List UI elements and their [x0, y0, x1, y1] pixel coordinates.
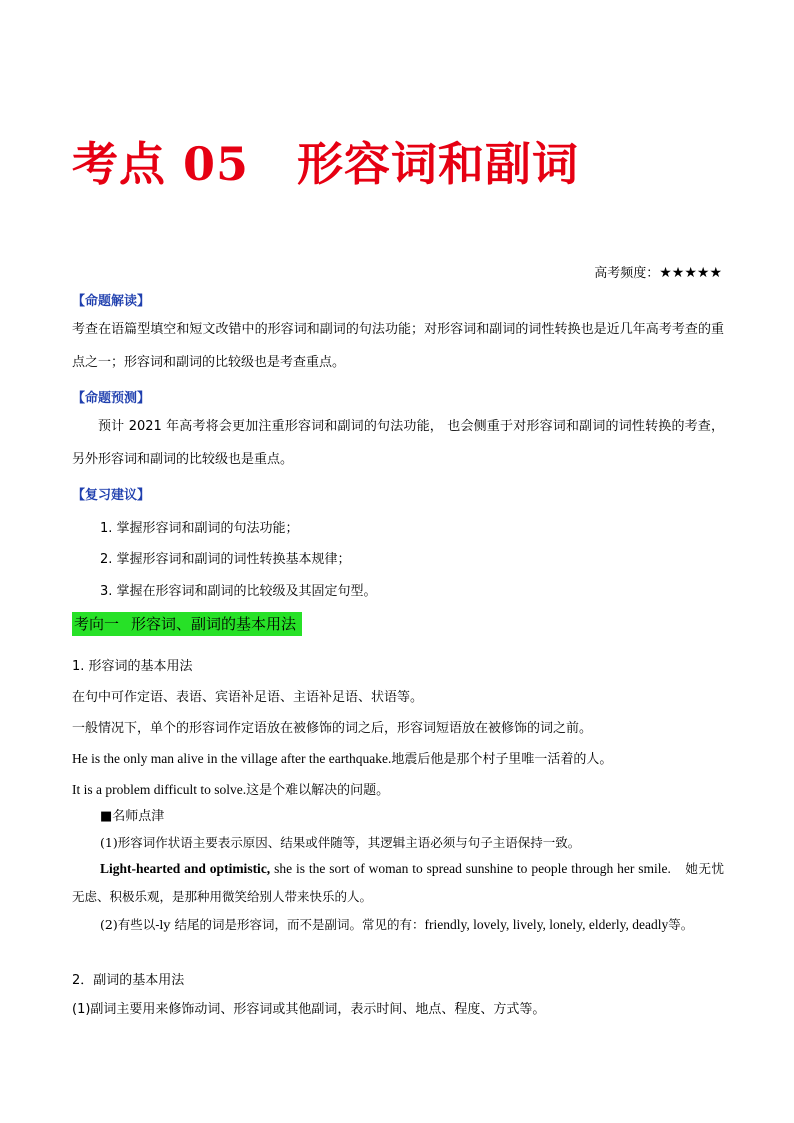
tip-text: (1)形容词作状语主要表示原因、结果或伴随等，其逻辑主语必须与句子主语保持一致。: [100, 835, 581, 850]
section-heading: 【命题解读】: [72, 294, 151, 309]
list-item: 1. 掌握形容词和副词的句法功能；: [100, 521, 299, 536]
tip2-chinese: (2)有些以-ly 结尾的词是形容词，而不是副词。常见的有：: [100, 917, 425, 932]
tip-example-chinese-cont: 无忧无虑、积极乐观，是那种用微笑给别人带来快乐的人。: [72, 861, 724, 904]
example-chinese: 这是个难以解决的问题。: [246, 783, 390, 798]
topic-banner: [72, 612, 302, 636]
tip2-end: 等。: [668, 917, 694, 932]
tip-example-chinese: 她: [684, 861, 699, 876]
tip2-english: friendly, lovely, lively, lonely, elderly, deadly: [424, 917, 669, 932]
paragraph: (1)副词主要用来修饰动词、形容词或其他副词，表示时间、地点、程度、方式等。: [72, 1002, 546, 1017]
frequency-rating: [594, 262, 722, 281]
tip-example-bold: Light-hearted and optimistic,: [100, 861, 271, 876]
example-sentence: [72, 748, 612, 767]
page-title: [72, 128, 579, 194]
title-name: 形容词和副词: [297, 137, 580, 191]
section-interpretation: [72, 290, 724, 379]
paragraph: 一般情况下，单个的形容词作定语放在被修饰的词之后，形容词短语放在被修饰的词之前。: [72, 721, 593, 736]
section-advice: [72, 484, 724, 503]
tip-example: [72, 855, 724, 911]
banner-label: 考向一: [74, 615, 120, 633]
example-english: It is a problem difficult to solve.: [72, 782, 247, 797]
tip-heading: ■名师点津: [100, 809, 165, 824]
example-chinese: 地震后他是那个村子里唯一活着的人。: [391, 752, 613, 767]
section-heading: 【命题预测】: [72, 391, 151, 406]
paragraph: 在句中可作定语、表语、宾语补足语、主语补足语、状语等。: [72, 690, 424, 705]
banner-title: 形容词、副词的基本用法: [131, 615, 297, 633]
subheading: 1. 形容词的基本用法: [72, 659, 193, 674]
tip-text: [72, 911, 724, 939]
tip-example-english: she is the sort of woman to spread sunshine to people through her smile.: [270, 861, 671, 876]
title-code: 考点 05: [72, 137, 250, 191]
star-rating-icon: ★★★★★: [659, 265, 722, 281]
list-item: 3. 掌握在形容词和副词的比较级及其固定句型。: [100, 584, 377, 599]
section-text: 预计 2021 年高考将会更加注重形容词和副词的句法功能， 也会侧重于对形容词和副词的词性转换的考查，另外形容词和副词的比较级也是重点。: [72, 419, 724, 467]
section-heading: 【复习建议】: [72, 488, 151, 503]
section-text: 考查在语篇型填空和短文改错中的形容词和副词的句法功能；对形容词和副词的词性转换也是近几年高考考查的重点之一；形容词和副词的比较级也是考查重点。: [72, 322, 724, 370]
example-english: He is the only man alive in the village after the earthquake.: [72, 751, 392, 766]
subheading: 2．副词的基本用法: [72, 973, 185, 988]
frequency-label: 高考频度：: [594, 266, 660, 281]
list-item: 2. 掌握形容词和副词的词性转换基本规律；: [100, 552, 351, 567]
section-prediction: [72, 387, 724, 476]
example-sentence: [72, 779, 389, 798]
